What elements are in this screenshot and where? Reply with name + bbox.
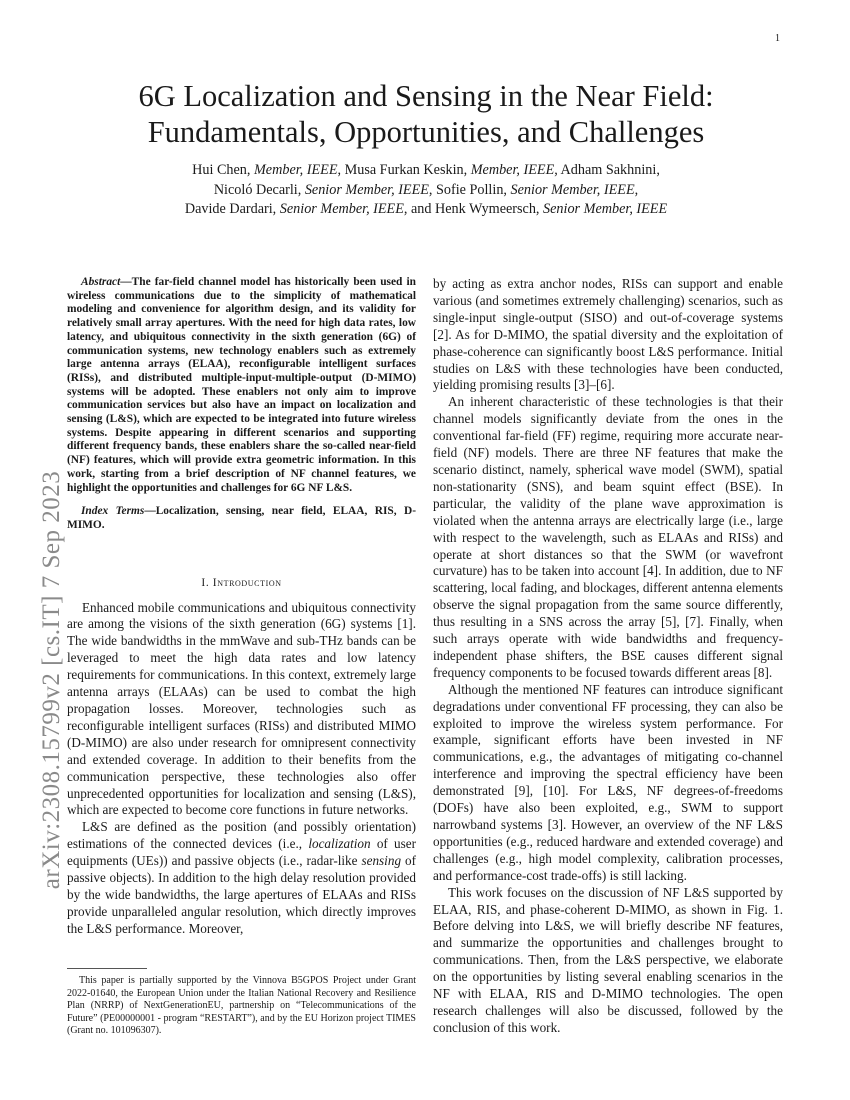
- author-line-1: [70, 161, 782, 181]
- index-terms-label: Index Terms: [81, 505, 145, 518]
- paper-title: [70, 78, 782, 150]
- intro-paragraph-4: Although the mentioned NF features can introduce significant degradations under conventional FF processing, they can also be exploited to improve the wireless system performance. For example, significant efforts have been invested in NF communications, e.g., the advantages of mitigating co-channel interference and improving the spectral efficiency have been demonstrated [9], [10]. For L&S, NF degrees-of-freedoms (DOFs) have also been exploited, e.g., SWM to support narrowband systems [3]. However, an overview of the NF L&S opportunities (e.g., reduced hardware and extended coverage) and challenges (e.g., high model complexity, calibration processes, and performance-cost trade-offs) is still lacking.: [433, 681, 783, 883]
- funding-footnote: This paper is partially supported by the Vinnova B5GPOS Project under Grant 2022-01640, the European Union under the Italian National Recovery and Resilience Plan (NRRP) of NextGenerationEU, partnership on “Telecommunications of the Future” (PE00000001 - program “RESTART”), and by the EU Horizon project TIMES (Grant no. 101096307).: [67, 975, 416, 1037]
- author-role: Member, IEEE: [470, 162, 555, 178]
- left-column: [67, 276, 416, 938]
- author-list: [70, 161, 782, 220]
- section-title: Introduction: [212, 576, 282, 589]
- author-role: Senior Member, IEEE: [279, 201, 404, 217]
- index-terms: [67, 505, 416, 532]
- text-span: of user equipments (UEs)) and passive objects (i.e., radar-like: [67, 836, 416, 869]
- text-span: of passive objects). In addition to the high delay resolution provided by the wide bandwidths, the large apertures of ELAAs and RISs provide unparalleled angular resolution, which directly improves the L&S performance. Moreover,: [67, 853, 416, 936]
- intro-paragraph-1: Enhanced mobile communications and ubiquitous connectivity are among the visions of the sixth generation (6G) systems [1]. The wide bandwidths in the mmWave and sub-THz bands can be leveraged to meet the high data rates and low latency requirements for communications. In this context, extremely large antenna arrays (ELAAs) can be used to combat the high propagation losses. Moreover, technologies such as reconfigurable intelligent surfaces (RISs) and distributed MIMO (D-MIMO) are also under research for omnipresent connectivity and extended coverage. In addition to their benefits from the communication perspective, these technologies also offer unprecedented opportunities for localization and sensing (L&S), which are expected to become core functions in future networks.: [67, 599, 416, 818]
- arxiv-stamp: arXiv:2308.15799v2 [cs.IT] 7 Sep 2023: [38, 470, 65, 890]
- author-name: , Adham Sakhnini,: [554, 162, 660, 178]
- author-role: Senior Member, IEEE: [543, 201, 668, 217]
- title-line-2: Fundamentals, Opportunities, and Challenges: [147, 115, 705, 149]
- emphasis: sensing: [361, 853, 402, 869]
- footnote-divider: [67, 968, 147, 969]
- intro-paragraph-continued: by acting as extra anchor nodes, RISs can support and enable various (and sometimes extremely challenging) scenarios, such as single-input single-output (SISO) and out-of-coverage systems [2]. As for D-MIMO, the spatial diversity and the exploitation of phase-coherence can significantly boost L&S performance. Initial studies on L&S with these technologies have been conducted, yielding promising results [3]–[6].: [433, 276, 783, 393]
- author-role: Senior Member, IEEE: [510, 181, 635, 198]
- section-heading-introduction: [67, 575, 416, 592]
- intro-paragraph-2: [67, 819, 416, 937]
- title-line-1: 6G Localization and Sensing in the Near Field:: [138, 79, 714, 113]
- author-name: , Sofie Pollin,: [428, 181, 511, 198]
- author-role: Member, IEEE: [253, 162, 338, 178]
- author-name: , and Henk Wymeersch,: [403, 201, 544, 217]
- author-line-2: [70, 181, 782, 201]
- abstract: [67, 276, 416, 495]
- section-number: I.: [201, 576, 213, 589]
- author-name: Davide Dardari,: [184, 201, 280, 217]
- abstract-label: Abstract: [81, 276, 121, 288]
- page-number: 1: [775, 33, 780, 44]
- author-line-3: [70, 200, 782, 220]
- author-name: Hui Chen,: [192, 162, 254, 178]
- emphasis: localization: [308, 836, 371, 852]
- intro-paragraph-5: This work focuses on the discussion of NF L&S supported by ELAA, RIS, and phase-coherent D-MIMO, as shown in Fig. 1. Before delving into L&S, we will briefly describe NF features, and summarize the opportunities and challenges brought to communications. Then, from the L&S perspective, we elaborate on the opportunities by listing several enabling scenarios in the NF with ELAA, RIS and D-MIMO technologies. The open research challenges will also be discussed, followed by the conclusion of this work.: [433, 884, 783, 1035]
- author-role: Senior Member, IEEE: [304, 181, 429, 198]
- author-sep: ,: [634, 181, 639, 198]
- intro-paragraph-3: An inherent characteristic of these technologies is that their channel models significantly deviate from the ones in the conventional far-field (FF) regime, requiring more accurate near-field (NF) models. There are three NF features that make the scenario distinct, namely, spherical wave model (SWM), spatial non-stationarity (SNS), and beam squint effect (BSE). In particular, the validity of the plane wave approximation is violated when the antenna arrays are electrically large (i.e., large with respect to the wavelength, such as ELAAs and RISs) and operate at short distances so that the SWM (or wavefront curvature) has to be taken into account [4]. In addition, due to NF scattering, local fading, and blockages, different antenna elements observe the signal propagation from the same source differently, thus resulting in a SNS across the array [5], [7]. Finally, when such arrays operate with wide bandwidths and frequency-independent phase shifters, the BSE causes different signal frequency components to be focused towards different areas [8].: [433, 394, 783, 680]
- index-terms-text: —Localization, sensing, near field, ELAA, RIS, D-MIMO.: [67, 505, 416, 531]
- author-name: Nicoló Decarli,: [213, 181, 305, 198]
- text-span: L&S are defined as the position (and possibly orientation) estimations of the connected devices (i.e.,: [67, 819, 416, 852]
- right-column: [433, 276, 783, 1037]
- author-name: , Musa Furkan Keskin,: [337, 162, 471, 178]
- abstract-text: —The far-field channel model has historically been used in wireless communications due to the simplicity of mathematical modeling and convenience for algorithm design, and its validity for relatively small array apertures. With the need for high data rates, low latency, and ubiquitous connectivity in the sixth generation (6G) of communication systems, new technology enablers such as extremely large antenna arrays (ELAA), reconfigurable intelligent surfaces (RISs), and distributed multiple-input-multiple-output (D-MIMO) systems will be adopted. These enablers not only aim to improve communication services but also have an impact on localization and sensing (L&S), which are expected to be integrated into future wireless systems. Despite appearing in different scenarios and supporting different frequency bands, these enablers share the so-called near-field (NF) features, which will provide extra geometric information. In this work, starting from a brief description of NF channel features, we highlight the opportunities and challenges for 6G NF L&S.: [67, 276, 416, 494]
